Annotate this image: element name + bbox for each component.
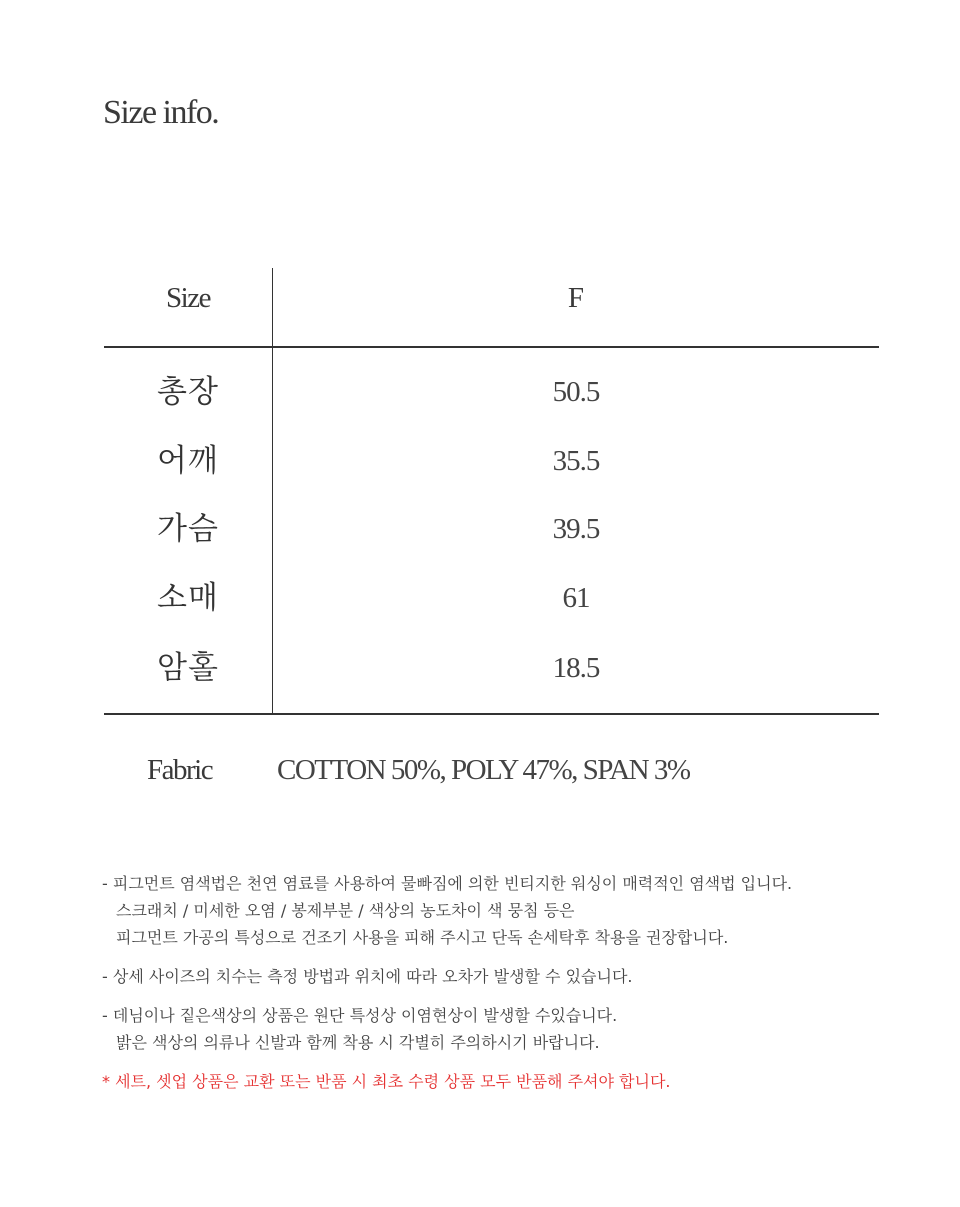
note-line: - 데님이나 짙은색상의 상품은 원단 특성상 이염현상이 발생할 수있습니다. [102, 1006, 618, 1025]
row-value-sleeve: 61 [562, 582, 590, 614]
row-label-shoulder: 어깨 [157, 443, 219, 479]
fabric-value: COTTON 50%, POLY 47%, SPAN 3% [277, 754, 690, 786]
note-dye [102, 870, 932, 951]
row-value-length: 50.5 [552, 376, 600, 408]
note-line: 피그먼트 가공의 특성으로 건조기 사용을 피해 주시고 단독 손세탁후 착용을 권장합니다. [116, 928, 729, 947]
note-line: 스크래치 / 미세한 오염 / 봉제부분 / 색상의 농도차이 색 뭉침 등은 [116, 901, 575, 920]
note-warning [102, 1068, 932, 1095]
table-header-value: F [567, 282, 585, 314]
note-measure [102, 963, 932, 990]
row-value-shoulder: 35.5 [552, 445, 600, 477]
row-value-chest: 39.5 [552, 513, 600, 545]
table-row [104, 358, 879, 426]
table-rule-bottom [104, 713, 879, 715]
table-header-label: Size [166, 282, 210, 314]
note-line: 밝은 색상의 의류나 신발과 함께 착용 시 각별히 주의하시기 바랍니다. [116, 1033, 600, 1052]
table-row [104, 634, 879, 702]
note-line: * 세트, 셋업 상품은 교환 또는 반품 시 최초 수령 상품 모두 반품해 주셔야 합니다. [102, 1072, 671, 1091]
table-row [104, 564, 879, 632]
row-value-armhole: 18.5 [552, 652, 600, 684]
row-label-armhole: 암홀 [157, 650, 219, 686]
note-line: - 상세 사이즈의 치수는 측정 방법과 위치에 따라 오차가 발생할 수 있습니다. [102, 967, 633, 986]
size-table [104, 268, 879, 715]
table-row [104, 427, 879, 495]
table-row [104, 495, 879, 563]
row-label-length: 총장 [157, 374, 219, 410]
care-notes [102, 870, 932, 1095]
page-title: Size info. [103, 94, 219, 131]
row-label-sleeve: 소매 [157, 580, 219, 616]
note-denim [102, 1002, 932, 1056]
table-rule-top [104, 346, 879, 348]
fabric-label: Fabric [147, 754, 213, 786]
row-label-chest: 가슴 [157, 511, 219, 547]
note-line: - 피그먼트 염색법은 천연 염료를 사용하여 물빠짐에 의한 빈티지한 워싱이 매력적인 염색법 입니다. [102, 874, 793, 893]
